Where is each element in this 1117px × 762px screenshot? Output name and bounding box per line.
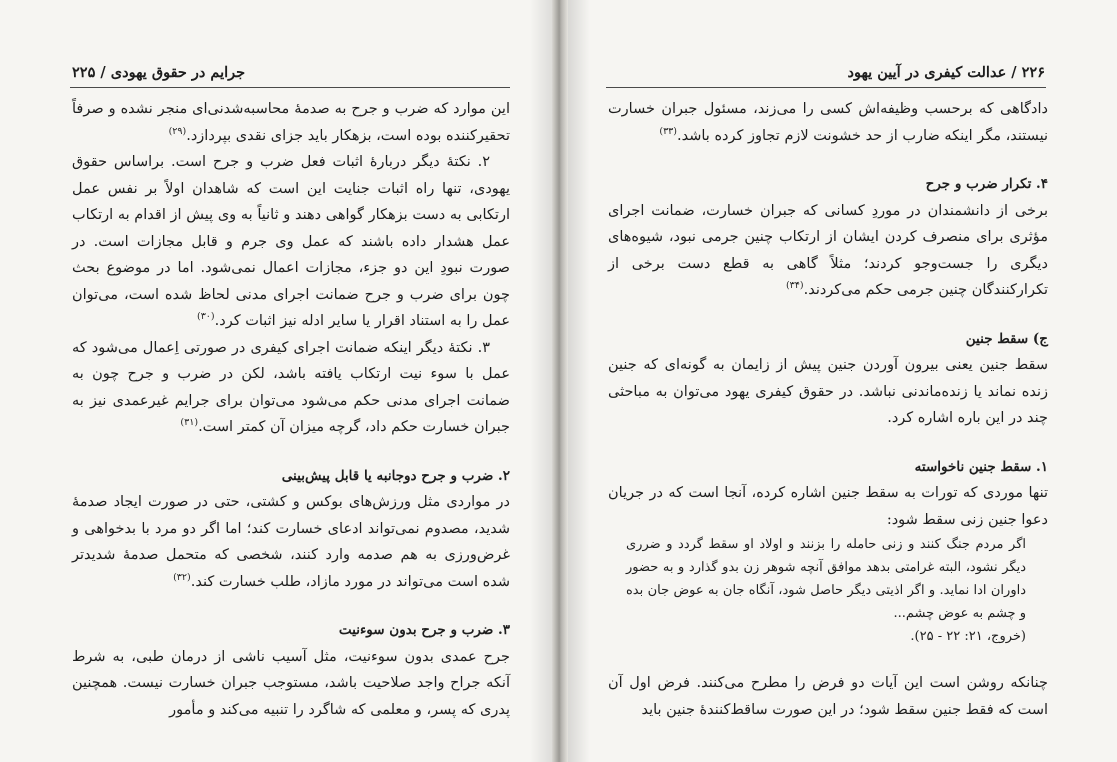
paragraph: برخی از دانشمندان در موردِ کسانی که جبران خسارت، ضمانت اجرای مؤثری برای منصرف کردن ایشان از ارتکاب چنین جرمی نبود، شیوه‌های دیگری را جست‌وجو کردند؛ مثلاً گاهی به قطع دست برخی از تکرارکنندگان چنین جرمی حکم می‌کردند.$^{(۳۴)}$ — [608, 202, 1048, 298]
paragraph: تنها موردی که تورات به سقط جنین اشاره کرده، آنجا است که در جریان دعوا جنین زنی سقط شود: — [608, 485, 1048, 528]
page-body — [608, 96, 1048, 723]
paragraph: ۲. نکتهٔ دیگر دربارهٔ اثبات فعل ضرب و جرح است. براساس حقوق یهودی، تنها راه اثبات جنایت این است که شاهدان اولاً بر نفس عمل ارتکابی به دست بزهکار گواهی دهند و ثانیاً به وی پیش از اقدام به ارتکاب عمل هشدار داده باشند که عمل وی جرم و قابل مجازات است. در صورت نبودِ این دو جزء، مجازات اعمال نمی‌شود. اما در موضوع بحث چون برای ضرب و جرح ضمانت اجرای مدنی لحاظ شده است، می‌توان عمل را به استناد اقرار یا سایر ادله نیز اثبات کرد.$^{(۳۰)}$ — [72, 154, 510, 329]
section-heading: ۲. ضرب و جرح دوجانبه یا قابل پیش‌بینی — [281, 467, 510, 484]
footnote-ref: (۲۹) — [168, 125, 187, 137]
footnote-ref: (۳۱) — [180, 417, 199, 429]
paragraph: این موارد که ضرب و جرح به صدمهٔ محاسبه‌شدنی‌ای منجر نشده و صرفاً تحقیرکننده بوده است، بزهکار باید جزای نقدی بپردازد.$^{(۲۹)}$ — [72, 101, 510, 144]
running-header: ۲۲۶ / عدالت کیفری در آیین یهود — [847, 64, 1045, 81]
footnote-ref: (۳۲) — [173, 571, 191, 583]
header-rule — [70, 87, 510, 88]
footnote-ref: (۳۳) — [659, 125, 678, 137]
left-page — [0, 0, 552, 762]
paragraph: سقط جنین یعنی بیرون آوردن جنین پیش از زایمان به گونه‌ای که جنین زنده نماند یا زنده‌ماندنی نباشد. در حقوق کیفری یهود می‌توان به مباحثی چند در این باره اشاره کرد. — [608, 357, 1048, 426]
quote-citation: (خروج، ۲۱: ۲۲ - ۲۵). — [910, 629, 1026, 644]
right-page — [568, 0, 1117, 762]
section-heading: ۴. تکرار ضرب و جرح — [925, 176, 1048, 192]
paragraph: جرح عمدی بدون سوء‌نیت، مثل آسیب ناشی از درمان طبی، به شرط آنکه جراح واجد صلاحیت باشد، مستوجب جبران خسارت نیست. همچنین پدری که پسر، و معلمی که شاگرد را تنبیه می‌کند و مأمور — [72, 648, 510, 718]
paragraph: ۳. نکتهٔ دیگر اینکه ضمانت اجرای کیفری در صورتی اِعمال می‌شود که عمل با سوء نیت ارتکاب یافته باشد، لکن در ضرب و جرح چون به ضمانت اجرای مدنی حکم می‌شود می‌توان برای جرایم غیرعمدی نیز به جبران خسارت حکم داد، گرچه میزان آن کمتر است.$^{(۳۱)}$ — [72, 339, 510, 435]
footnote-ref: (۳۴) — [785, 280, 804, 292]
header-rule — [606, 87, 1046, 88]
running-header: جرایم در حقوق یهودی / ۲۲۵ — [72, 64, 246, 81]
section-heading: ۱. سقط جنین ناخواسته — [914, 458, 1048, 475]
page-body — [72, 96, 510, 723]
paragraph: دادگاهی که برحسب وظیفه‌اش کسی را می‌زند، مسئول جبران خسارت نیستند، مگر اینکه ضارب از حد خشونت لازم تجاوز کرده باشد.$^{(۳۳)}$ — [608, 101, 1048, 144]
paragraph: چنانکه روشن است این آیات دو فرض را مطرح می‌کنند. فرض اول آن است که فقط جنین سقط شود؛ در این صورت ساقط‌کنندهٔ جنین باید — [608, 675, 1048, 718]
section-heading: ج) سقط جنین — [965, 330, 1048, 347]
block-quote: اگر مردم جنگ کنند و زنی حامله را بزنند و اولاد او سقط گردد و ضرری دیگر نشود، البته غرامتی بدهد موافق آنچه شوهر زن بدو گذارد و به حضور داوران ادا نماید. و اگر اذیتی دیگر حاصل شود، آنگاه جان به عوض جان بده و چشم به عوض چشم... (خروج، ۲۱: ۲۲ - ۲۵). — [626, 537, 1026, 644]
book-gutter — [552, 0, 568, 762]
footnote-ref: (۳۰) — [196, 311, 215, 323]
paragraph: در مواردی مثل ورزش‌های بوکس و کشتی، حتی در صورت ایجاد صدمهٔ شدید، مصدوم نمی‌تواند ادعای خسارت کند؛ اما اگر دو مرد با بدخواهی و غرض‌ورزی به هم صدمه وارد کنند، شخصی که متحمل صدمهٔ شدیدتر شده است می‌تواند در مورد مازاد، طلب خسارت کند.$^{(۳۲)}$ — [72, 494, 510, 590]
section-heading: ۳. ضرب و جرح بدون سوء‌نیت — [338, 622, 510, 638]
